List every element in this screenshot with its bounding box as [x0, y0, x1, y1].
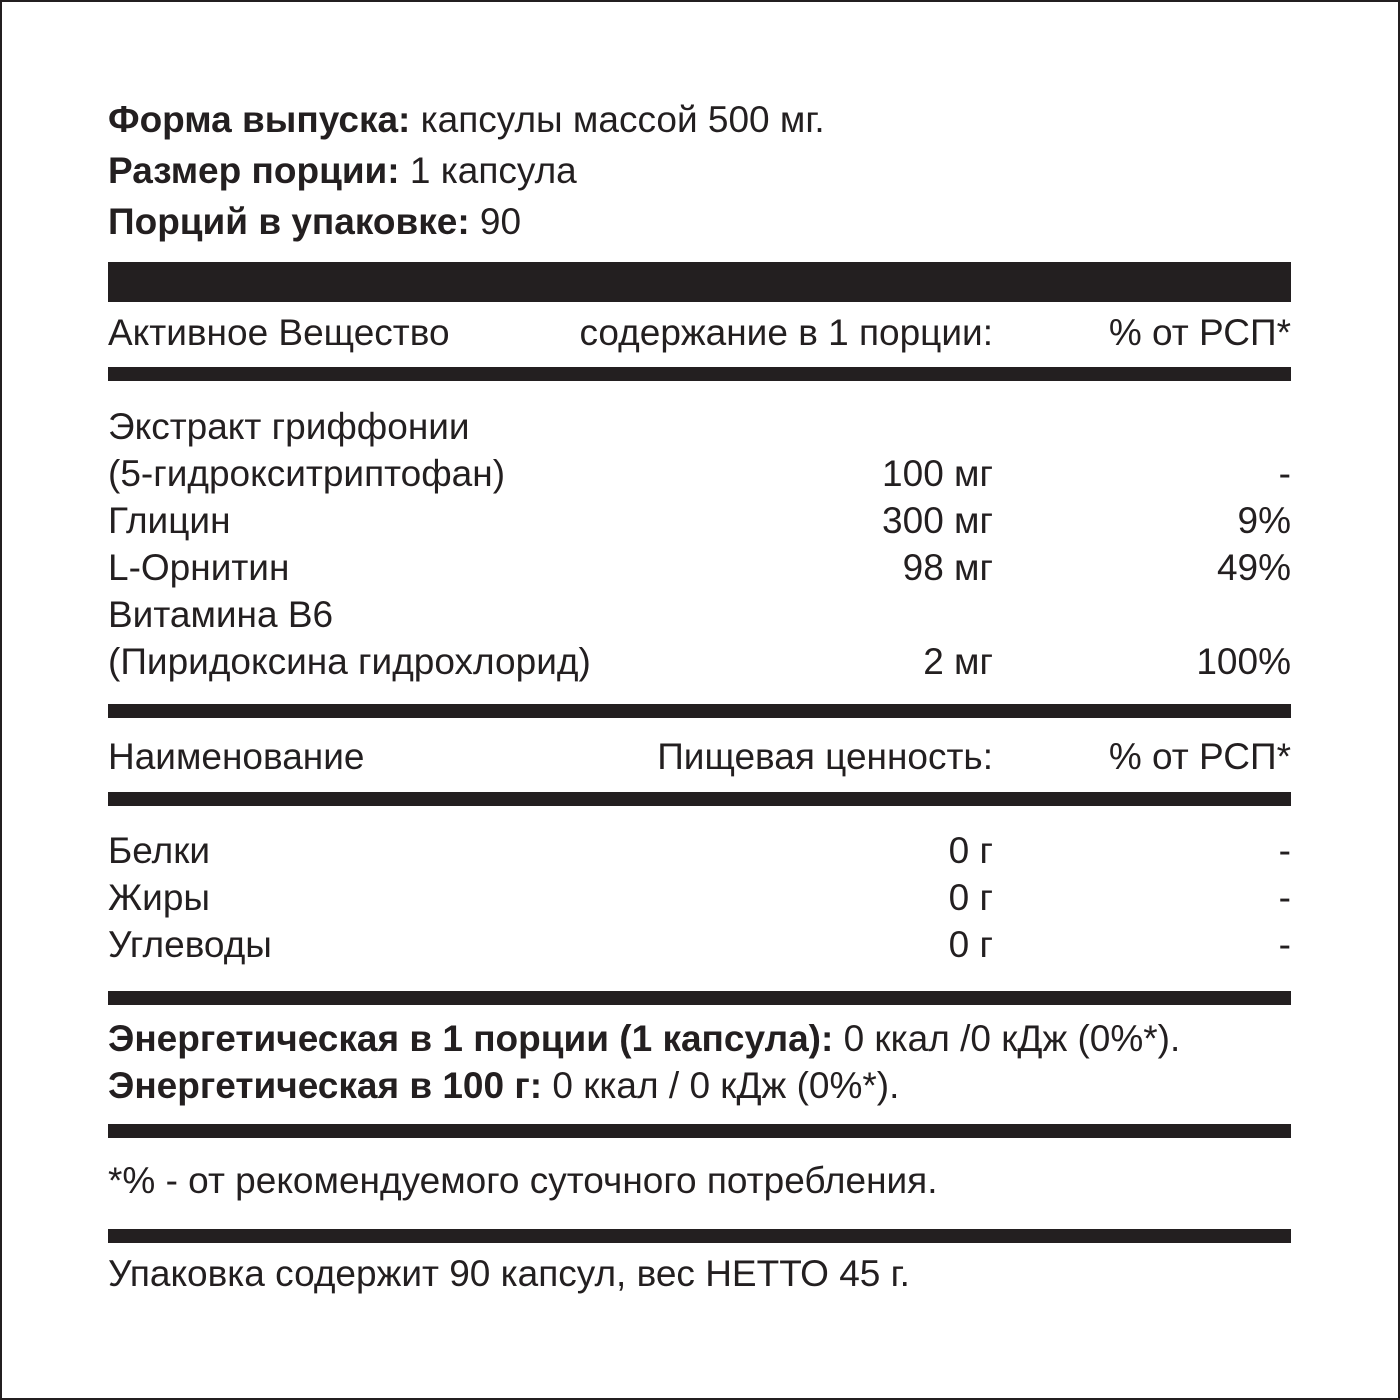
- release-form-label: Форма выпуска:: [108, 99, 411, 140]
- protein-pct: -: [1278, 830, 1291, 871]
- vitamin-b6-pct: 100%: [1196, 641, 1291, 682]
- divider: [108, 792, 1291, 806]
- active-col-pct-header: % от РСП*: [1108, 312, 1291, 353]
- fat-amount: 0 г: [948, 877, 993, 918]
- divider: [108, 991, 1291, 1005]
- vitamin-b6-subname: (Пиридоксина гидрохлорид): [108, 641, 591, 682]
- carbs-pct: -: [1278, 924, 1291, 965]
- serving-size-line: [108, 152, 577, 189]
- nutrition-col-name-header: Наименование: [108, 736, 365, 777]
- footnote: *% - от рекомендуемого суточного потребления.: [108, 1160, 938, 1201]
- release-form-value: капсулы массой 500 мг.: [420, 99, 825, 140]
- energy-per-serving-value: 0 ккал /0 кДж (0%*).: [843, 1018, 1181, 1059]
- energy-per-serving-line: [108, 1020, 1180, 1057]
- griffonia-pct: -: [1278, 453, 1291, 494]
- griffonia-name: Экстракт гриффонии: [108, 406, 470, 447]
- vitamin-b6-amount: 2 мг: [923, 641, 993, 682]
- nutrition-col-value-header: Пищевая ценность:: [657, 736, 993, 777]
- servings-per-package-value: 90: [479, 201, 522, 242]
- protein-amount: 0 г: [948, 830, 993, 871]
- fat-pct: -: [1278, 877, 1291, 918]
- glycine-pct: 9%: [1237, 500, 1291, 541]
- griffonia-subname: (5-гидрокситриптофан): [108, 453, 506, 494]
- divider-thick: [108, 262, 1291, 302]
- glycine-amount: 300 мг: [882, 500, 993, 541]
- glycine-name: Глицин: [108, 500, 231, 541]
- divider: [108, 704, 1291, 718]
- nutrition-col-pct-header: % от РСП*: [1108, 736, 1291, 777]
- servings-per-package-label: Порций в упаковке:: [108, 201, 470, 242]
- active-col-name-header: Активное Вещество: [108, 312, 450, 353]
- vitamin-b6-name: Витамина В6: [108, 594, 334, 635]
- release-form-line: [108, 101, 825, 138]
- energy-per-100g-line: [108, 1067, 899, 1104]
- energy-per-100g-label: Энергетическая в 100 г:: [108, 1065, 543, 1106]
- fat-name: Жиры: [108, 877, 211, 918]
- divider: [108, 367, 1291, 381]
- ornithine-pct: 49%: [1216, 547, 1291, 588]
- serving-size-value: 1 капсула: [409, 150, 577, 191]
- package-info: Упаковка содержит 90 капсул, вес НЕТТО 45 г.: [108, 1253, 910, 1294]
- divider: [108, 1124, 1291, 1138]
- ornithine-name: L-Орнитин: [108, 547, 290, 588]
- carbs-name: Углеводы: [108, 924, 272, 965]
- carbs-amount: 0 г: [948, 924, 993, 965]
- divider: [108, 1229, 1291, 1243]
- griffonia-amount: 100 мг: [882, 453, 993, 494]
- ornithine-amount: 98 мг: [902, 547, 993, 588]
- serving-size-label: Размер порции:: [108, 150, 400, 191]
- energy-per-serving-label: Энергетическая в 1 порции (1 капсула):: [108, 1018, 834, 1059]
- active-col-amount-header: содержание в 1 порции:: [579, 312, 993, 353]
- servings-per-package-line: [108, 203, 521, 240]
- energy-per-100g-value: 0 ккал / 0 кДж (0%*).: [552, 1065, 900, 1106]
- protein-name: Белки: [108, 830, 211, 871]
